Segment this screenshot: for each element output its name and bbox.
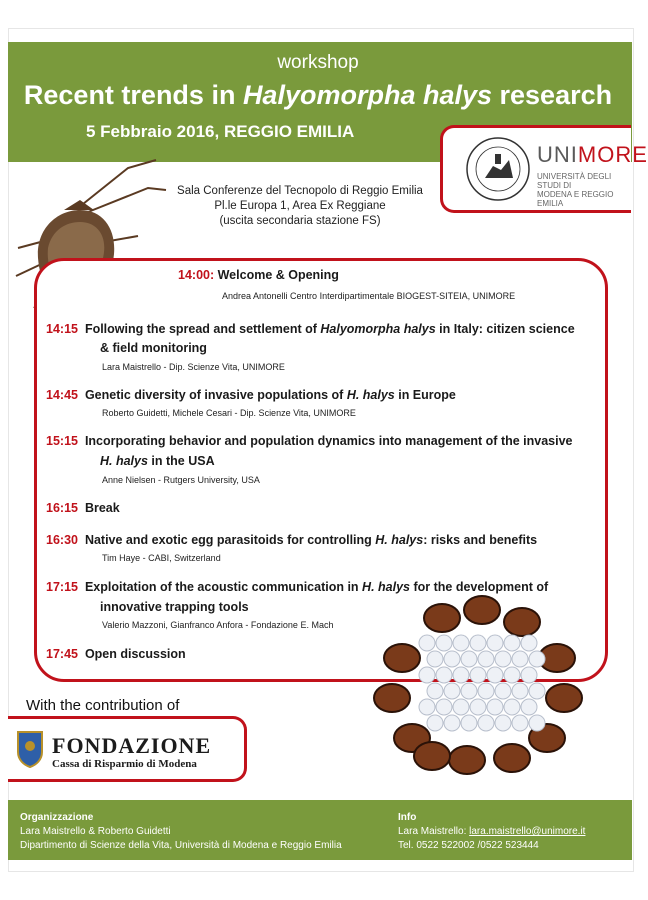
fondazione-logo xyxy=(8,716,247,782)
fondazione-subtitle: Cassa di Risparmio di Modena xyxy=(52,758,197,770)
unimore-subtitle: UNIVERSITÀ DEGLI STUDI DI MODENA E REGGIO EMILIA xyxy=(537,172,614,208)
egg-cluster-image xyxy=(372,598,582,768)
program-item-1445: 14:45 Genetic diversity of invasive populations of H. halys in Europe xyxy=(46,388,456,402)
speaker: Andrea Antonelli Centro Interdipartimentale BIOGEST-SITEIA, UNIMORE xyxy=(222,291,516,301)
program-item-1715-cont: innovative trapping tools xyxy=(100,600,249,614)
event-date: 5 Febbraio 2016, REGGIO EMILIA xyxy=(86,122,355,141)
footer-banner xyxy=(8,800,632,860)
fondazione-name: FONDAZIONE xyxy=(52,733,212,758)
info-phone: Tel. 0522 522002 /0522 523444 xyxy=(398,840,539,851)
program-item-welcome: 14:00: Welcome & Opening xyxy=(178,268,339,282)
page-title: Recent trends in Halyomorpha halys research xyxy=(23,80,613,110)
speaker: Tim Haye - CABI, Switzerland xyxy=(102,553,221,563)
organizer-heading: Organizzazione xyxy=(20,812,94,823)
program-item-1715: 17:15 Exploitation of the acoustic communication in H. halys for the development of xyxy=(46,580,549,594)
program-item-discussion: 17:45 Open discussion xyxy=(46,647,186,661)
workshop-label: workshop xyxy=(277,52,359,73)
university-seal xyxy=(465,136,531,202)
organizers: Lara Maistrello & Roberto Guidetti xyxy=(20,826,171,837)
contribution-label: With the contribution of xyxy=(26,697,180,714)
speaker: Lara Maistrello - Dip. Scienze Vita, UNIMORE xyxy=(102,362,285,372)
program-item-1515-cont: H. halys in the USA xyxy=(100,454,215,468)
speaker: Roberto Guidetti, Michele Cesari - Dip. Scienze Vita, UNIMORE xyxy=(102,408,356,418)
unimore-wordmark: UNIMORE xyxy=(537,142,648,167)
info-contact: Lara Maistrello: lara.maistrello@unimore.it xyxy=(398,826,586,837)
venue-info: Sala Conferenze del Tecnopolo di Reggio Emilia Pl.le Europa 1, Area Ex Reggiane (uscita secondaria stazione FS) xyxy=(177,185,423,227)
speaker: Valerio Mazzoni, Gianfranco Anfora - Fondazione E. Mach xyxy=(102,620,334,630)
unimore-logo xyxy=(440,125,648,213)
program-item-1630: 16:30 Native and exotic egg parasitoids for controlling H. halys: risks and benefits xyxy=(46,533,538,547)
coat-of-arms xyxy=(16,728,44,768)
organizer-department: Dipartimento di Scienze della Vita, Università di Modena e Reggio Emilia xyxy=(20,840,342,851)
info-heading: Info xyxy=(398,812,417,823)
program-item-1515: 15:15 Incorporating behavior and population dynamics into management of the invasive xyxy=(46,434,573,448)
email-link[interactable]: lara.maistrello@unimore.it xyxy=(469,826,586,837)
program-item-1415-cont: & field monitoring xyxy=(100,341,207,355)
program-item-break: 16:15 Break xyxy=(46,501,120,515)
speaker: Anne Nielsen - Rutgers University, USA xyxy=(102,475,260,485)
program-item-1415: 14:15 Following the spread and settlement of Halyomorpha halys in Italy: citizen science xyxy=(46,322,575,336)
